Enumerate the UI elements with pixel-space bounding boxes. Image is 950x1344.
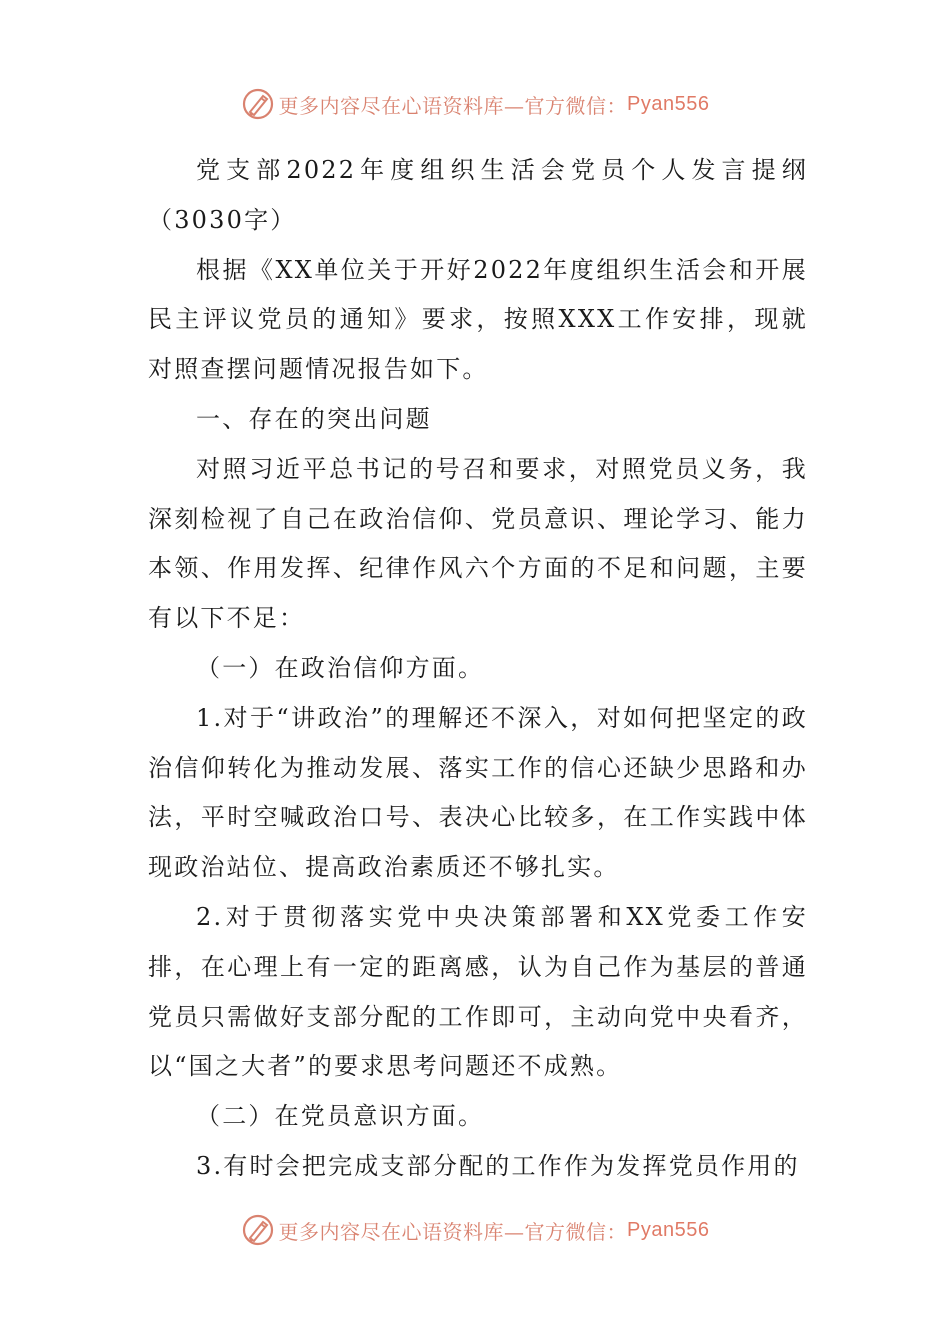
watermark-text: 更多内容尽在心语资料库—官方微信：	[278, 93, 628, 118]
paragraph: 2.对于贯彻落实党中央决策部署和XX党委工作安排，在心理上有一定的距离感，认为自己作为基层的普通党员只需做好支部分配的工作即可，主动向党中央看齐，以“国之大者”的要求思考问题还不成熟。	[148, 902, 808, 1081]
paragraph: 3.有时会把完成支部分配的工作作为发挥党员作用的	[196, 1151, 800, 1180]
footer-watermark	[0, 1210, 950, 1250]
document-title: 党支部2022年度组织生活会党员个人发言提纲（3030字）	[148, 156, 808, 234]
section-heading: 一、存在的突出问题	[196, 404, 432, 433]
header-watermark	[0, 84, 950, 124]
watermark-brand: Pyan556	[627, 1218, 710, 1241]
watermark-text: 更多内容尽在心语资料库—官方微信：	[278, 1219, 628, 1244]
subsection-heading: （二）在党员意识方面。	[196, 1102, 485, 1131]
watermark-brand: Pyan556	[627, 92, 710, 115]
document-body	[148, 146, 808, 1192]
paragraph: 对照习近平总书记的号召和要求，对照党员义务，我深刻检视了自己在政治信仰、党员意识、理论学习、能力本领、作用发挥、纪律作风六个方面的不足和问题，主要有以下不足：	[148, 454, 808, 633]
pen-logo-icon	[241, 1213, 275, 1247]
paragraph: 1.对于“讲政治”的理解还不深入，对如何把坚定的政治信仰转化为推动发展、落实工作的信心还缺少思路和办法，平时空喊政治口号、表决心比较多，在工作实践中体现政治站位、提高政治素质还不够扎实。	[148, 703, 808, 882]
pen-logo-icon	[241, 87, 275, 121]
subsection-heading: （一）在政治信仰方面。	[196, 653, 485, 682]
paragraph: 根据《XX单位关于开好2022年度组织生活会和开展民主评议党员的通知》要求，按照XXX工作安排，现就对照查摆问题情况报告如下。	[148, 255, 808, 384]
